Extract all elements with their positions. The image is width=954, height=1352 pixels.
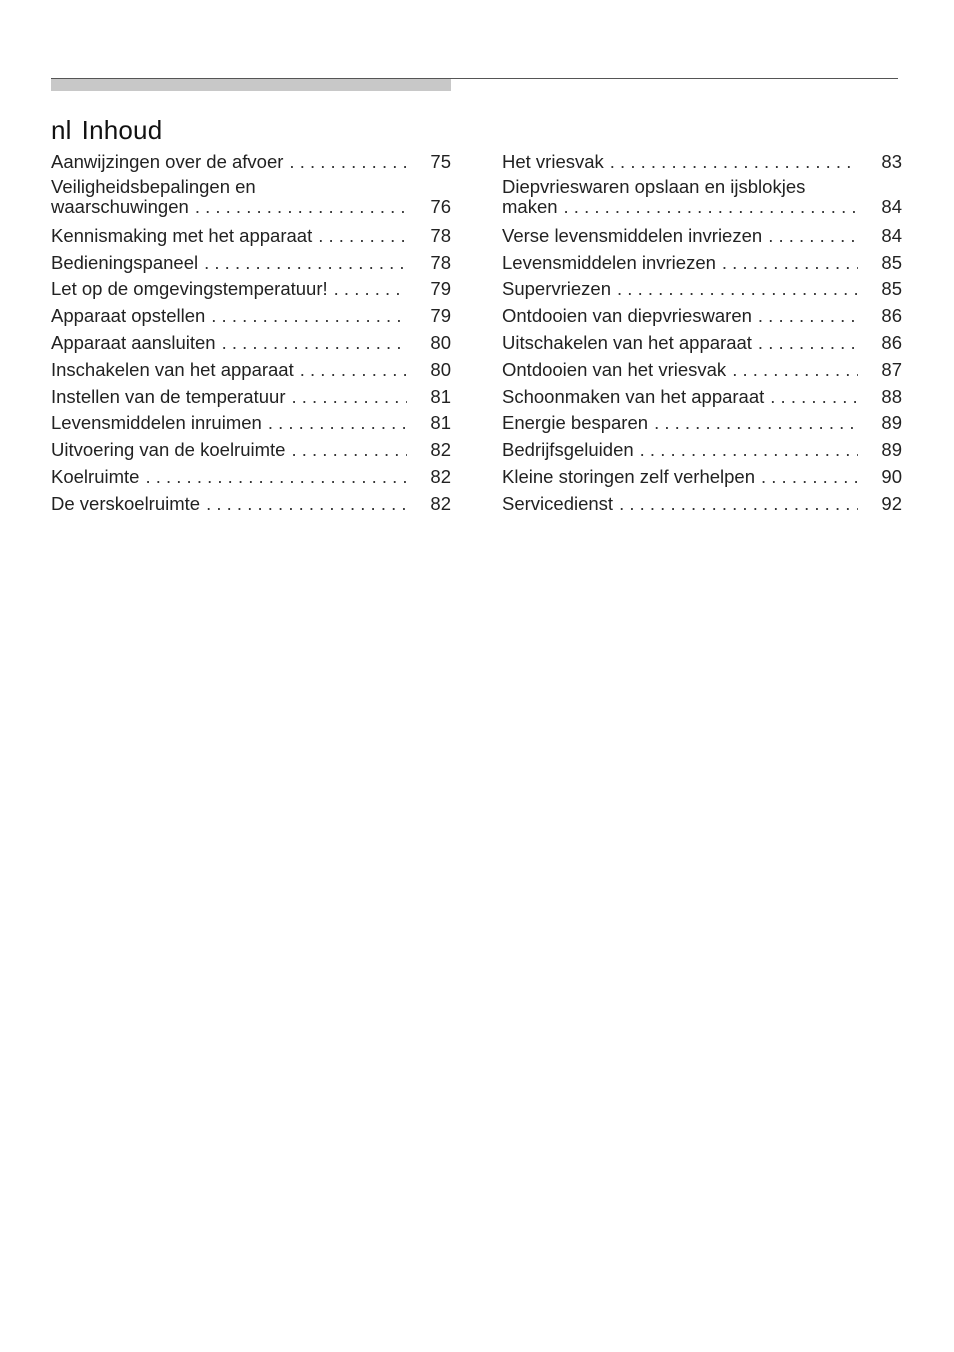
toc-dot-leader	[318, 223, 407, 250]
toc-page-number: 86	[881, 305, 902, 327]
toc-entry-row	[51, 330, 451, 357]
toc-dot-leader	[564, 197, 858, 217]
toc-entry[interactable]	[502, 491, 902, 518]
toc-page-number: 90	[881, 465, 902, 487]
toc-entry-title: Koelruimte	[51, 465, 140, 487]
toc-entry[interactable]	[502, 330, 902, 357]
toc-page-number: 75	[430, 151, 451, 172]
toc-entry[interactable]	[51, 176, 451, 223]
toc-page-number: 82	[430, 492, 451, 514]
toc-entry-row	[502, 491, 902, 518]
toc-entry-row	[51, 491, 451, 518]
toc-entry-row	[51, 384, 451, 411]
toc-page-number: 84	[881, 195, 902, 217]
toc-entry-row	[502, 357, 902, 384]
toc-entry-row	[502, 149, 902, 176]
toc-entry-title: Kleine storingen zelf verhelpen	[502, 465, 755, 487]
toc-page-number: 76	[430, 195, 451, 217]
toc-dot-leader	[768, 223, 858, 250]
toc-entry[interactable]	[51, 357, 451, 384]
toc-entry-row	[502, 197, 902, 223]
toc-entry-title: Levensmiddelen inruimen	[51, 412, 262, 434]
toc-entry-title: Aanwijzingen over de afvoer	[51, 151, 284, 172]
toc-dot-leader	[145, 464, 407, 491]
toc-entry[interactable]	[51, 330, 451, 357]
toc-page-number: 86	[881, 331, 902, 353]
toc-page-number: 79	[430, 278, 451, 300]
toc-entry-row	[502, 437, 902, 464]
toc-entry-row	[51, 276, 451, 303]
toc-entry-row	[502, 384, 902, 411]
toc-entry-title: Instellen van de temperatuur	[51, 385, 286, 407]
toc-entry-title: waarschuwingen	[51, 195, 189, 217]
toc-page-number: 89	[881, 439, 902, 461]
toc-page-number: 89	[881, 412, 902, 434]
toc-entry[interactable]	[502, 276, 902, 303]
toc-column-right	[502, 149, 902, 518]
toc-page-number: 85	[881, 251, 902, 273]
language-code: nl	[51, 115, 72, 146]
toc-entry-title: Apparaat opstellen	[51, 305, 206, 327]
toc-page-number: 80	[430, 331, 451, 353]
toc-entry-title: Apparaat aansluiten	[51, 331, 216, 353]
toc-entry-row	[51, 303, 451, 330]
toc-entry-row	[502, 303, 902, 330]
toc-entry-title: Bedrijfsgeluiden	[502, 439, 634, 461]
toc-entry[interactable]	[502, 223, 902, 250]
toc-entry-title: Energie besparen	[502, 412, 649, 434]
toc-entry-title: Levensmiddelen invriezen	[502, 251, 716, 273]
toc-column-left	[51, 149, 451, 518]
toc-page-number: 81	[430, 412, 451, 434]
toc-dot-leader	[640, 437, 858, 464]
toc-dot-leader	[722, 250, 858, 277]
toc-dot-leader	[204, 250, 407, 277]
toc-dot-leader	[617, 276, 858, 303]
toc-dot-leader	[758, 330, 858, 357]
toc-entry[interactable]	[51, 303, 451, 330]
toc-entry-row	[51, 149, 451, 176]
toc-entry-title: maken	[502, 195, 558, 217]
toc-entry-title: Ontdooien van diepvrieswaren	[502, 305, 752, 327]
toc-entry-title: Uitvoering van de koelruimte	[51, 439, 286, 461]
toc-entry[interactable]	[502, 176, 902, 223]
toc-dot-leader	[610, 149, 858, 176]
toc-entry[interactable]	[502, 410, 902, 437]
toc-entry-title: Inschakelen van het apparaat	[51, 358, 294, 380]
toc-entry-row	[51, 250, 451, 277]
toc-entry[interactable]	[502, 149, 902, 176]
toc-entry[interactable]	[51, 250, 451, 277]
toc-entry-row	[502, 276, 902, 303]
toc-entry-title: De verskoelruimte	[51, 492, 201, 514]
toc-page-number: 84	[881, 224, 902, 246]
toc-entry-row	[51, 410, 451, 437]
toc-entry-title: Ontdooien van het vriesvak	[502, 358, 727, 380]
toc-page-number: 88	[881, 385, 902, 407]
toc-page-number: 81	[430, 385, 451, 407]
toc-dot-leader	[268, 410, 407, 437]
toc-entry[interactable]	[51, 491, 451, 518]
toc-entry[interactable]	[502, 384, 902, 411]
toc-page-number: 78	[430, 251, 451, 273]
toc-entry-title: Servicedienst	[502, 492, 614, 514]
toc-entry[interactable]	[51, 437, 451, 464]
toc-page-number: 78	[430, 224, 451, 246]
toc-page-number: 79	[430, 305, 451, 327]
toc-dot-leader	[222, 330, 407, 357]
toc-dot-leader	[289, 149, 407, 176]
toc-page-number: 92	[881, 492, 902, 514]
toc-entry-row	[51, 357, 451, 384]
toc-dot-leader	[732, 357, 858, 384]
toc-entry-title-line1: Veiligheidsbepalingen en	[51, 175, 256, 197]
toc-dot-leader	[761, 464, 858, 491]
toc-dot-leader	[654, 410, 858, 437]
toc-entry-title: Verse levensmiddelen invriezen	[502, 224, 763, 246]
toc-entry-row	[502, 330, 902, 357]
toc-page-number: 83	[881, 151, 902, 172]
toc-entry-row	[51, 223, 451, 250]
toc-entry-title: Het vriesvak	[502, 151, 604, 172]
toc-entry[interactable]	[51, 223, 451, 250]
header-accent-bar	[51, 79, 451, 91]
toc-entry-title-line1: Diepvrieswaren opslaan en ijsblokjes	[502, 175, 806, 197]
toc-page-number: 82	[430, 465, 451, 487]
toc-entry[interactable]	[502, 357, 902, 384]
toc-entry-title: Schoonmaken van het apparaat	[502, 385, 765, 407]
toc-entry[interactable]	[502, 437, 902, 464]
toc-entry[interactable]	[51, 276, 451, 303]
toc-entry-row	[51, 464, 451, 491]
toc-dot-leader	[334, 276, 407, 303]
title-text: Inhoud	[81, 115, 163, 146]
toc-entry-row	[502, 223, 902, 250]
page-title	[51, 115, 162, 146]
toc-page-number: 85	[881, 278, 902, 300]
toc-entry[interactable]	[51, 149, 451, 176]
toc-entry-row	[502, 464, 902, 491]
toc-entry[interactable]	[502, 464, 902, 491]
toc-entry[interactable]	[502, 303, 902, 330]
toc-entry-title: Kennismaking met het apparaat	[51, 224, 313, 246]
toc-page-number: 80	[430, 358, 451, 380]
toc-dot-leader	[206, 491, 407, 518]
toc-entry-title: Supervriezen	[502, 278, 612, 300]
toc-page-number: 87	[881, 358, 902, 380]
toc-dot-leader	[300, 357, 407, 384]
toc-entry[interactable]	[51, 384, 451, 411]
toc-dot-leader	[758, 303, 858, 330]
toc-dot-leader	[291, 384, 407, 411]
toc-entry-title: Let op de omgevingstemperatuur!	[51, 278, 328, 300]
toc-entry-row	[51, 437, 451, 464]
toc-page-number: 82	[430, 439, 451, 461]
toc-dot-leader	[770, 384, 858, 411]
toc-entry-title: Uitschakelen van het apparaat	[502, 331, 752, 353]
toc-entry-row	[51, 197, 451, 223]
toc-entry[interactable]	[51, 464, 451, 491]
toc-dot-leader	[195, 197, 407, 217]
toc-dot-leader	[291, 437, 407, 464]
toc-entry[interactable]	[51, 410, 451, 437]
toc-entry[interactable]	[502, 250, 902, 277]
toc-dot-leader	[619, 491, 858, 518]
toc-entry-row	[502, 410, 902, 437]
toc-entry-row	[502, 250, 902, 277]
toc-entry-title: Bedieningspaneel	[51, 251, 199, 273]
toc-dot-leader	[211, 303, 407, 330]
